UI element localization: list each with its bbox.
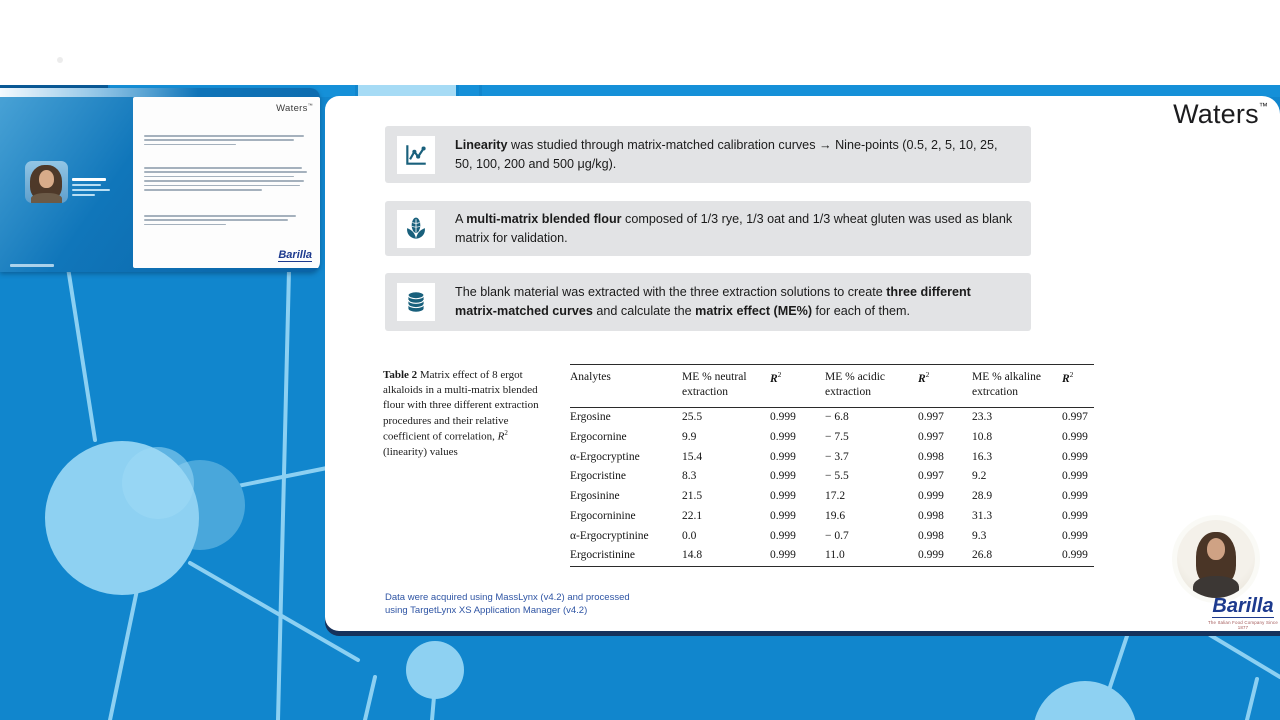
column-header: $R^2$ <box>918 365 972 408</box>
value-cell: 0.999 <box>1062 529 1088 542</box>
table-row <box>570 546 1094 566</box>
speaker-photo-thumbnail <box>25 161 68 203</box>
value-cell: 0.999 <box>1062 509 1088 522</box>
corn-icon <box>397 210 435 248</box>
value-cell: − 6.8 <box>825 411 849 424</box>
value-cell: − 3.7 <box>825 450 849 463</box>
value-cell: 0.999 <box>1062 490 1088 503</box>
value-cell: 0.997 <box>918 430 944 443</box>
callout-text-bold: Linearity <box>455 137 508 152</box>
value-cell: 17.2 <box>825 490 846 503</box>
value-cell: 22.1 <box>682 509 703 522</box>
barilla-tagline: The Italian Food Company Since 1877 <box>1208 619 1278 630</box>
presenter-face <box>1207 538 1225 560</box>
illegible-paragraph <box>144 135 310 148</box>
analyte-name-cell: Ergocorninine <box>570 509 636 522</box>
value-cell: 16.3 <box>972 450 993 463</box>
presentation-stage <box>0 85 1280 720</box>
value-cell: 11.0 <box>825 549 845 562</box>
value-cell: 0.999 <box>918 490 944 503</box>
value-cell: 26.8 <box>972 549 993 562</box>
value-cell: 0.999 <box>1062 430 1088 443</box>
column-header: ME % acidic extraction <box>825 365 918 408</box>
callout-text-bold: multi-matrix blended flour <box>466 211 622 226</box>
table-row <box>570 487 1094 507</box>
barilla-wordmark: Barilla <box>1212 595 1274 617</box>
callout-text-normal: and calculate the <box>592 304 696 318</box>
callout-text <box>455 283 1015 320</box>
value-cell: 21.5 <box>682 490 703 503</box>
value-cell: 0.999 <box>770 470 796 483</box>
callout-linearity <box>385 126 1031 183</box>
table-body <box>570 407 1094 566</box>
page-top-strip <box>0 0 1280 85</box>
table-row <box>570 428 1094 448</box>
speaker-face <box>39 170 54 188</box>
value-cell: 0.997 <box>918 411 944 424</box>
speaker-name-line <box>72 178 106 181</box>
matrix-effect-table <box>570 364 1094 567</box>
barilla-logo-small: Barilla <box>278 248 312 261</box>
waters-logo-small: Waters™ <box>276 103 313 115</box>
decorative-dot <box>57 57 63 63</box>
callout-text-normal: The blank material was extracted with the three extraction solutions to create <box>455 285 887 300</box>
analyte-name-cell: α-Ergocryptine <box>570 450 640 463</box>
table-row <box>570 407 1094 427</box>
callout-text-normal: for each of them. <box>812 304 911 318</box>
value-cell: 25.5 <box>682 411 703 424</box>
value-cell: 0.999 <box>770 490 796 503</box>
analyte-name-cell: Ergosinine <box>570 490 620 503</box>
value-cell: 0.999 <box>770 509 796 522</box>
speaker-title-line <box>72 184 101 187</box>
barilla-logo <box>1203 596 1280 630</box>
value-cell: 0.997 <box>918 470 944 483</box>
callout-text <box>455 136 1015 173</box>
value-cell: 15.4 <box>682 450 703 463</box>
callout-text-bold: three different matrix-matched curves <box>455 285 971 318</box>
thumbnail-white-panel <box>133 97 320 268</box>
value-cell: 0.998 <box>918 509 944 522</box>
value-cell: 0.998 <box>918 529 944 542</box>
column-header: ME % neutral extraction <box>682 365 770 408</box>
analyte-name-cell: Ergocristine <box>570 470 626 483</box>
value-cell: 0.999 <box>770 411 796 424</box>
value-cell: 0.999 <box>918 549 944 562</box>
table-row <box>570 526 1094 546</box>
value-cell: 9.2 <box>972 470 987 483</box>
value-cell: 19.6 <box>825 509 846 522</box>
value-cell: 0.999 <box>770 529 796 542</box>
slide-footer-note: Data were acquired using MassLynx (v4.2) and processed using TargetLynx XS Application Manager (v4.2) <box>385 592 630 616</box>
value-cell: 0.999 <box>1062 450 1088 463</box>
column-header: Analytes <box>570 365 682 408</box>
table-row <box>570 506 1094 526</box>
value-cell: 14.8 <box>682 549 703 562</box>
value-cell: 0.999 <box>770 450 796 463</box>
callout-text-bold: matrix effect (ME%) <box>695 304 813 318</box>
presenter-webcam-bubble <box>1177 520 1255 598</box>
database-icon <box>397 283 435 321</box>
value-cell: 0.998 <box>918 450 944 463</box>
thumbnail-copyright-line <box>10 264 54 267</box>
value-cell: 0.999 <box>1062 549 1088 562</box>
speaker-title-line <box>72 189 110 192</box>
callout-text <box>455 210 1015 247</box>
value-cell: 10.8 <box>972 430 993 443</box>
value-cell: 0.997 <box>1062 411 1088 424</box>
speaker-company-line <box>72 194 95 197</box>
main-slide <box>325 96 1280 631</box>
value-cell: 8.3 <box>682 470 697 483</box>
value-cell: 31.3 <box>972 509 993 522</box>
column-header: $R^2$ <box>1062 365 1094 408</box>
table-row <box>570 447 1094 467</box>
value-cell: 28.9 <box>972 490 993 503</box>
analyte-name-cell: Ergocristinine <box>570 549 635 562</box>
value-cell: 0.999 <box>770 549 796 562</box>
slide-thumbnail[interactable] <box>0 88 320 272</box>
speaker-body <box>31 193 62 203</box>
line-chart-icon <box>397 136 435 174</box>
callout-text-normal: A <box>455 211 467 226</box>
speaker-name-lines <box>72 178 110 199</box>
column-header: $R^2$ <box>770 365 825 408</box>
table-row <box>570 467 1094 487</box>
analyte-name-cell: Ergocornine <box>570 430 627 443</box>
table-caption: Table 2 Matrix effect of 8 ergot alkaloids in a multi-matrix blended flour with three different extraction procedures and their relative coefficient of correlation, $R^2$ (linearity) values <box>383 369 539 458</box>
value-cell: 23.3 <box>972 411 993 424</box>
illegible-paragraph <box>144 167 310 193</box>
column-header: ME % alkaline extrcation <box>972 365 1062 408</box>
value-cell: − 7.5 <box>825 430 849 443</box>
callout-text-normal: composed of 1/3 rye, 1/3 oat and 1/3 wheat gluten was used as blank matrix for validation. <box>455 211 1013 245</box>
callout-text-normal: was studied through matrix-matched calibration curves → Nine-points (0.5, 2, 5, 10, 25, 50, 100, 200 and 500 μg/kg). <box>455 137 998 171</box>
value-cell: 9.9 <box>682 430 697 443</box>
value-cell: 0.0 <box>682 529 697 542</box>
thumbnail-gradient-band <box>0 88 220 97</box>
table-header <box>570 365 1094 408</box>
value-cell: − 0.7 <box>825 529 849 542</box>
callout-blended-flour <box>385 201 1031 256</box>
value-cell: 0.999 <box>1062 470 1088 483</box>
callout-matrix-effect <box>385 273 1031 331</box>
value-cell: − 5.5 <box>825 470 849 483</box>
analyte-name-cell: α-Ergocryptinine <box>570 529 649 542</box>
value-cell: 9.3 <box>972 529 987 542</box>
value-cell: 0.999 <box>770 430 796 443</box>
illegible-paragraph <box>144 215 310 228</box>
waters-logo: Waters™ <box>1173 99 1268 129</box>
analyte-name-cell: Ergosine <box>570 411 611 424</box>
